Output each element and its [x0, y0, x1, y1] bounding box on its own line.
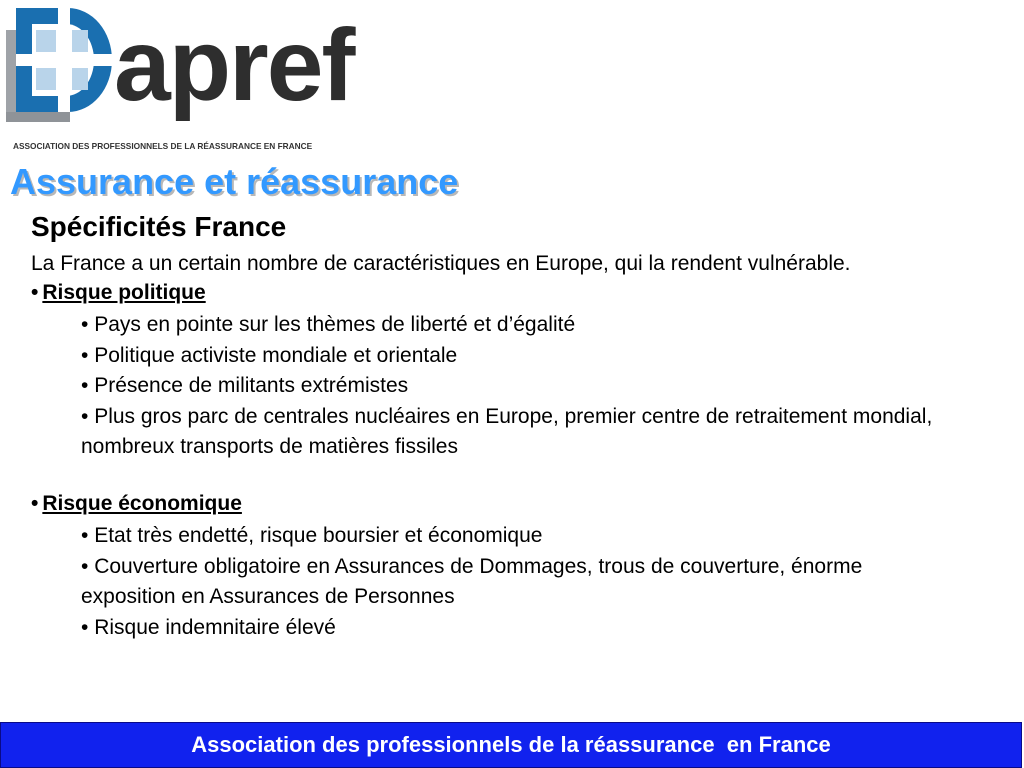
list-item: • Etat très endetté, risque boursier et économique [81, 521, 951, 552]
list-item: • Politique activiste mondiale et orientale [81, 341, 951, 372]
section-risque-politique [31, 280, 951, 463]
footer-text: Association des professionnels de la réassurance en France [191, 732, 831, 757]
intro-paragraph: La France a un certain nombre de caractéristiques en Europe, qui la rendent vulnérable. [31, 252, 851, 275]
logo-wordmark: apref [114, 8, 354, 122]
logo-tagline: ASSOCIATION DES PROFESSIONNELS DE LA RÉASSURANCE EN FRANCE [13, 141, 313, 151]
footer-banner [0, 722, 1022, 768]
bullet-icon: • [31, 281, 39, 304]
bullet-list [31, 310, 951, 463]
section-heading [31, 491, 951, 517]
apref-logo-mark-icon [6, 8, 118, 126]
list-item: • Plus gros parc de centrales nucléaires en Europe, premier centre de retraitement mondial, nombreux transports de matières fissiles [81, 402, 951, 463]
section-heading-label: Risque économique [42, 491, 242, 515]
list-item: • Couverture obligatoire en Assurances de Dommages, trous de couverture, énorme exposition en Assurances de Personnes [81, 552, 951, 613]
slide-content [31, 208, 951, 643]
section-spacer [31, 463, 951, 491]
apref-logo [6, 8, 376, 156]
list-item: • Pays en pointe sur les thèmes de liberté et d’égalité [81, 310, 951, 341]
slide-title: Assurance et réassurance [10, 161, 459, 202]
section-risque-economique [31, 491, 951, 643]
slide-subtitle: Spécificités France [31, 211, 287, 242]
bullet-icon: • [31, 491, 39, 515]
bullet-list [31, 521, 951, 643]
list-item: • Risque indemnitaire élevé [81, 613, 951, 644]
section-heading [31, 280, 951, 306]
list-item: • Présence de militants extrémistes [81, 371, 951, 402]
section-heading-label: Risque politique [42, 281, 206, 304]
